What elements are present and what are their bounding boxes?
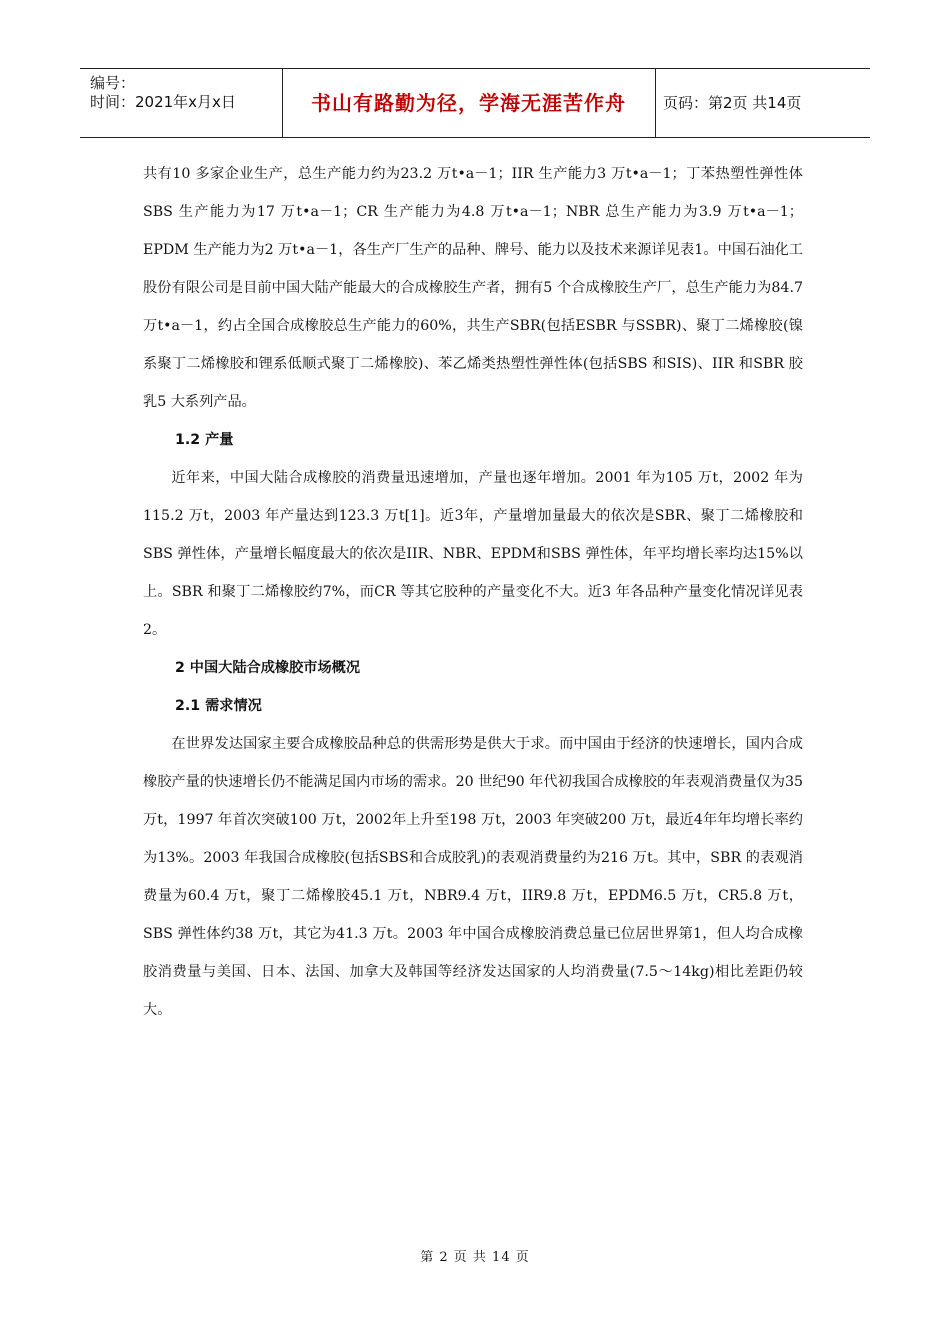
document-body xyxy=(143,155,803,1029)
header-info-cell xyxy=(80,69,283,137)
heading-2-1: 2.1 需求情况 xyxy=(175,698,262,714)
heading-1-2: 1.2 产量 xyxy=(175,432,234,448)
header-page-label: 页码：第2页 共14页 xyxy=(663,94,802,112)
time-label: 时间：2021年x月x日 xyxy=(90,93,236,111)
page-header xyxy=(80,68,870,138)
code-label: 编号： xyxy=(90,74,136,92)
header-motto: 书山有路勤为径，学海无涯苦作舟 xyxy=(282,69,656,137)
heading-2: 2 中国大陆合成橡胶市场概况 xyxy=(175,660,361,676)
paragraph-demand: 在世界发达国家主要合成橡胶品种总的供需形势是供大于求。而中国由于经济的快速增长，国内合成橡胶产量的快速增长仍不能满足国内市场的需求。20 世纪90 年代初我国合成橡胶的年表观消费量仅为35 万t，1997 年首次突破100 万t，2002年上升至198 万t，2003 年突破200 万t，最近4年年均增长率约为13%。2003 年我国合成橡胶(包括SBS和合成胶乳)的表观消费量约为216 万t。其中，SBR 的表观消费量为60.4 万t，聚丁二烯橡胶45.1 万t，NBR9.4 万t，IIR9.8 万t，EPDM6.5 万t，CR5.8 万t，SBS 弹性体约38 万t，其它为41.3 万t。2003 年中国合成橡胶消费总量已位居世界第1，但人均合成橡胶消费量与美国、日本、法国、加拿大及韩国等经济发达国家的人均消费量(7.5～14kg)相比差距仍较大。 xyxy=(143,736,803,1018)
paragraph-output: 近年来，中国大陆合成橡胶的消费量迅速增加，产量也逐年增加。2001 年为105 万t，2002 年为115.2 万t，2003 年产量达到123.3 万t[1]。近3年，产量增加量最大的依次是SBR、聚丁二烯橡胶和SBS 弹性体，产量增长幅度最大的依次是IIR、NBR、EPDM和SBS 弹性体，年平均增长率均达15%以上。SBR 和聚丁二烯橡胶约7%，而CR 等其它胶种的产量变化不大。近3 年各品种产量变化情况详见表2。 xyxy=(143,470,803,638)
page-footer: 第 2 页 共 14 页 xyxy=(420,1250,530,1265)
paragraph-capacity: 共有10 多家企业生产，总生产能力约为23.2 万t•a－1；IIR 生产能力3 万t•a－1；丁苯热塑性弹性体SBS 生产能力为17 万t•a－1；CR 生产能力为4.8 万t•a－1；NBR 总生产能力为3.9 万t•a－1；EPDM 生产能力为2 万t•a－1，各生产厂生产的品种、牌号、能力以及技术来源详见表1。中国石油化工股份有限公司是目前中国大陆产能最大的合成橡胶生产者，拥有5 个合成橡胶生产厂，总生产能力为84.7 万t•a－1，约占全国合成橡胶总生产能力的60%，共生产SBR(包括ESBR 与SSBR)、聚丁二烯橡胶(镍系聚丁二烯橡胶和锂系低顺式聚丁二烯橡胶)、苯乙烯类热塑性弹性体(包括SBS 和SIS)、IIR 和SBR 胶乳5 大系列产品。 xyxy=(143,166,803,410)
